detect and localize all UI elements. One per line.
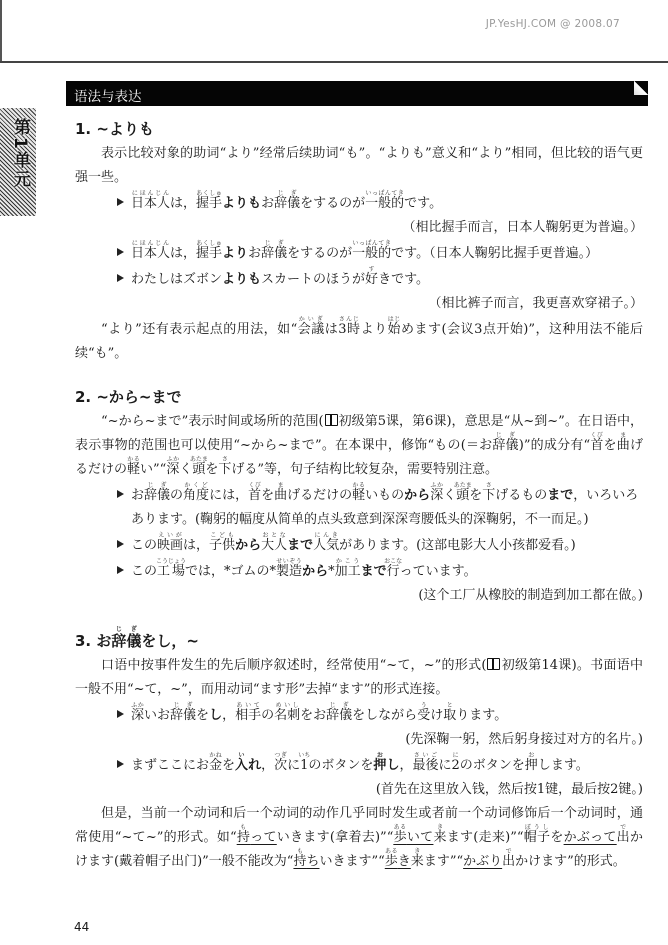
furigana-word: 辞儀じぎ <box>111 626 142 650</box>
text-run: では，*ゴムの* <box>185 564 277 579</box>
emphasis-text: まで <box>360 564 387 579</box>
furigana-word: 人気にんき <box>313 532 340 553</box>
text-run: スカートのほうが <box>261 272 366 287</box>
furigana-word: 押お <box>373 752 387 773</box>
furigana-reading: かる <box>127 456 141 463</box>
text-run: には， <box>209 488 249 503</box>
text-run: ， <box>399 758 413 773</box>
furigana-word: 歩ある <box>384 848 398 869</box>
text-run: のボタンを <box>308 758 374 773</box>
banner-title: 语法与表达 <box>74 89 142 105</box>
furigana-word: 一般的いっぱんてき <box>365 190 405 211</box>
furigana-reading: はじ <box>387 316 401 323</box>
furigana-reading: ふか <box>430 482 444 489</box>
text-run: く <box>443 488 457 503</box>
example-sentence <box>117 266 643 292</box>
furigana-word: 首くび <box>590 432 604 453</box>
furigana-reading: と <box>443 702 457 709</box>
text-run: をするのが <box>287 246 353 261</box>
furigana-word: 深ふか <box>131 702 145 723</box>
text-run: を <box>550 830 564 845</box>
text-run: の <box>261 708 275 723</box>
furigana-word: 来き <box>433 824 447 845</box>
furigana-word: 金かね <box>209 752 223 773</box>
text-run: ります。 <box>456 708 508 723</box>
furigana-word: 握手あくしゅ <box>196 190 223 211</box>
text-run: って <box>250 830 277 845</box>
furigana-reading: くび <box>590 432 604 439</box>
furigana-word: 頭あたま <box>189 456 208 477</box>
text-run: 2. ~から~まで <box>75 388 182 406</box>
furigana-reading: いっぱんてき <box>365 190 405 197</box>
text-run: 表示比较对象的助词“より”经常后续助词“も”。“よりも”意义和“より”相同，但比较的语气更强一些。 <box>75 146 643 185</box>
emphasis-text: よりも <box>222 272 262 287</box>
explanation-paragraph <box>75 142 643 190</box>
example-sentence <box>117 190 643 216</box>
furigana-reading: にほんじん <box>131 240 170 247</box>
text-run: げるだけの <box>75 438 643 477</box>
furigana-reading: あたま <box>453 482 472 489</box>
furigana-reading: めいし <box>274 702 301 709</box>
watermark: JP.YesHJ.COM @ 2008.07 <box>485 18 620 30</box>
furigana-reading: に <box>451 752 460 759</box>
furigana-word: 子供こども <box>209 532 236 553</box>
text-run: 3. お <box>75 632 112 650</box>
furigana-reading: さ <box>482 482 496 489</box>
furigana-reading: じぎ <box>111 626 142 633</box>
furigana-word: 歩ある <box>393 824 407 845</box>
example-sentence <box>117 702 643 728</box>
text-run: いきます”“ <box>319 854 385 869</box>
furigana-word: 辞儀じぎ <box>261 240 288 261</box>
furigana-reading: えいが <box>157 532 184 539</box>
text-run: げる”等，句子结构比较复杂，需要特别注意。 <box>231 462 499 477</box>
section-banner <box>66 81 648 106</box>
furigana-word: 名刺めいし <box>274 702 301 723</box>
furigana-word: 首くび <box>248 482 262 503</box>
example-sentence <box>117 532 643 558</box>
furigana-reading: あたま <box>189 456 208 463</box>
text-run: ます(走来)”“ <box>446 830 524 845</box>
emphasis-text: し <box>209 708 223 723</box>
grammar-content <box>75 116 643 892</box>
text-run: “~から~まで”表示时间或场所的范围( <box>101 414 324 429</box>
furigana-reading: いち <box>298 752 311 759</box>
text-run: をするのが <box>300 196 366 211</box>
furigana-word: 加工かこう <box>334 558 361 579</box>
emphasis-text: から <box>404 488 431 503</box>
furigana-reading: かね <box>209 752 223 759</box>
text-run: げるだけの <box>287 488 353 503</box>
text-run: をお <box>300 708 327 723</box>
header-rule <box>0 61 668 63</box>
furigana-word: 始はじ <box>387 316 402 337</box>
furigana-word: 3時さんじ <box>338 316 361 337</box>
furigana-word: 日本人にほんじん <box>131 240 171 261</box>
text-run: っています。 <box>399 564 477 579</box>
emphasis-text: よりも <box>222 196 262 211</box>
furigana-reading: かる <box>352 482 366 489</box>
text-run: （相比裤子而言，我更喜欢穿裙子。） <box>428 296 643 311</box>
furigana-reading: ま <box>616 432 630 439</box>
furigana-reading: ぼうし <box>523 824 551 831</box>
emphasis-text: れ <box>248 758 262 773</box>
example-sentence <box>117 482 643 532</box>
furigana-reading: じぎ <box>492 432 519 439</box>
text-run: のボタンを <box>459 758 525 773</box>
unit-label: 第1单元 <box>10 118 30 189</box>
furigana-reading: う <box>417 702 431 709</box>
furigana-word: 持も <box>293 848 307 869</box>
furigana-word: 深ふか <box>430 482 444 503</box>
furigana-reading: じぎ <box>274 190 301 197</box>
text-run: です。（日本人鞠躬比握手更普遍。） <box>391 246 599 261</box>
furigana-reading: さ <box>218 456 232 463</box>
margin-rule <box>0 0 2 62</box>
text-run: ，いろいろあります。(鞠躬的幅度从简单的点头致意到深深弯腰低头的深鞠躬，不一而足。) <box>131 488 639 527</box>
explanation-paragraph <box>75 654 643 702</box>
text-run: を <box>196 708 210 723</box>
furigana-reading: にんき <box>313 532 340 539</box>
furigana-word: 出で <box>616 824 630 845</box>
emphasis-text: より <box>222 246 249 261</box>
example-translation <box>75 584 643 608</box>
text-run: (首先在这里放入钱，然后按1键，最后按2键。) <box>375 782 643 797</box>
text-run: き <box>397 854 411 869</box>
text-run: いお <box>144 708 171 723</box>
furigana-reading: あくしゅ <box>196 190 223 197</box>
text-run: わたしはズボン <box>131 272 223 287</box>
text-run: (这个工厂从橡胶的制造到加工都在做。) <box>418 588 643 603</box>
page-number: 44 <box>74 920 90 934</box>
text-run: かけます”的形式。 <box>515 854 626 869</box>
furigana-reading: おとな <box>261 532 288 539</box>
furigana-word: 下さ <box>482 482 496 503</box>
book-icon <box>325 414 338 426</box>
grammar-section-1 <box>75 116 643 366</box>
furigana-reading: じぎ <box>144 482 171 489</box>
furigana-word: 日本人にほんじん <box>131 190 171 211</box>
text-run: は， <box>183 538 210 553</box>
text-run: ， <box>222 708 236 723</box>
furigana-reading: こども <box>209 532 236 539</box>
furigana-reading: で <box>502 848 516 855</box>
text-run: は， <box>170 246 197 261</box>
furigana-word: 曲ま <box>616 432 630 453</box>
furigana-word: 軽かる <box>127 456 141 477</box>
example-translation <box>75 728 643 752</box>
furigana-reading: ふか <box>166 456 180 463</box>
furigana-word: 握手あくしゅ <box>196 240 223 261</box>
furigana-word: 次つぎ <box>274 752 288 773</box>
text-run: 初级第5课，第6课)，意思是“从~到~”。在日语中，表示事物的范围也可以使用“~から~まで”。在本课中，修饰“もの(＝お <box>75 414 643 453</box>
furigana-reading: せいぞう <box>276 558 303 565</box>
text-run: ち <box>306 854 320 869</box>
furigana-reading: いっぱんてき <box>352 240 392 247</box>
furigana-reading: す <box>365 266 379 273</box>
text-run: け <box>430 708 444 723</box>
furigana-reading: お <box>524 752 538 759</box>
book-icon <box>487 658 500 670</box>
furigana-word: 軽かる <box>352 482 366 503</box>
text-run: お <box>248 246 262 261</box>
text-run: をし，~ <box>141 632 199 650</box>
furigana-reading: ま <box>274 482 288 489</box>
text-run: です。 <box>404 196 443 211</box>
text-run: めます(会议3点开始)”，这种用法不能后续“も”。 <box>75 322 643 361</box>
grammar-section-3 <box>75 626 643 874</box>
text-run: を <box>603 438 617 453</box>
text-run: より <box>360 322 388 337</box>
text-run: かぶって <box>563 830 617 845</box>
furigana-word: 好す <box>365 266 379 287</box>
text-run: 口语中按事件发生的先后顺序叙述时，经常使用“~て，~”的形式( <box>101 658 487 673</box>
text-run: お <box>131 488 145 503</box>
furigana-word: 入い <box>235 752 249 773</box>
furigana-reading: も <box>293 848 307 855</box>
furigana-word: 曲ま <box>274 482 288 503</box>
example-translation <box>75 778 643 802</box>
furigana-word: 押お <box>524 752 538 773</box>
furigana-reading: かいぎ <box>297 316 325 323</box>
furigana-word: 映画えいが <box>157 532 184 553</box>
emphasis-text: から <box>302 564 329 579</box>
example-translation <box>75 292 643 316</box>
text-run: を <box>261 488 275 503</box>
text-run: いきます(拿着去)”“ <box>276 830 394 845</box>
furigana-reading: さいご <box>412 752 439 759</box>
furigana-reading: さんじ <box>338 316 360 323</box>
text-run: ます”“ <box>423 854 464 869</box>
furigana-reading: おこな <box>384 558 403 565</box>
text-run: )”的成分有“ <box>518 438 591 453</box>
furigana-reading: くび <box>248 482 262 489</box>
text-run: 但是，当前一个动词和后一个动词的动作几乎同时发生或者前一个动词修饰后一个动词时，通常使用“~て~”的形式。如“ <box>75 806 643 845</box>
furigana-word: 角度かくど <box>183 482 210 503</box>
furigana-word: 辞儀じぎ <box>274 190 301 211</box>
text-run: この <box>131 564 158 579</box>
example-sentence <box>117 752 643 778</box>
furigana-reading: ある <box>393 824 407 831</box>
furigana-word: 辞儀じぎ <box>170 702 197 723</box>
text-run: は <box>324 322 339 337</box>
furigana-reading: あいて <box>235 702 262 709</box>
text-run: 初级第14课)。书面语中一般不用“~て，~”，而用动词“ます形”去掉“ます”的形式连接。 <box>75 658 643 697</box>
furigana-reading: い <box>235 752 249 759</box>
furigana-word: 辞儀じぎ <box>144 482 171 503</box>
furigana-reading: き <box>410 848 424 855</box>
text-run: かけます(戴着帽子出门)”一般不能改为“ <box>75 830 643 869</box>
furigana-word: 会議かいぎ <box>297 316 325 337</box>
text-run: に <box>287 758 301 773</box>
emphasis-text: まで <box>287 538 314 553</box>
text-run: * <box>328 564 335 579</box>
text-run: の <box>170 488 184 503</box>
furigana-reading: かくど <box>183 482 210 489</box>
furigana-word: 一般的いっぱんてき <box>352 240 392 261</box>
text-run: “より”还有表示起点的用法，如“ <box>101 322 298 337</box>
furigana-reading: じぎ <box>261 240 288 247</box>
text-run: (先深鞠一躬，然后躬身接过对方的名片。) <box>405 732 643 747</box>
text-run: を <box>205 462 219 477</box>
text-run: まずここにお <box>131 758 210 773</box>
furigana-reading: き <box>433 824 447 831</box>
furigana-word: 大人おとな <box>261 532 288 553</box>
furigana-word: 相手あいて <box>235 702 262 723</box>
furigana-word: 最後さいご <box>412 752 439 773</box>
furigana-reading: かこう <box>334 558 361 565</box>
text-run: げるもの <box>495 488 548 503</box>
section-heading <box>75 384 643 410</box>
text-run: いて <box>406 830 434 845</box>
furigana-reading: じぎ <box>326 702 353 709</box>
furigana-reading: ふか <box>131 702 145 709</box>
text-run: をしながら <box>352 708 418 723</box>
text-run: く <box>179 462 193 477</box>
emphasis-text: し <box>386 758 400 773</box>
grammar-section-2 <box>75 384 643 608</box>
furigana-word: 製造せいぞう <box>276 558 303 579</box>
section-heading <box>75 116 643 142</box>
text-run: を <box>469 488 483 503</box>
example-translation <box>75 216 643 240</box>
furigana-reading: こうじょう <box>156 558 187 565</box>
furigana-word: 辞儀じぎ <box>492 432 519 453</box>
example-sentence <box>117 558 643 584</box>
text-run: は， <box>170 196 197 211</box>
explanation-paragraph <box>75 316 643 366</box>
folded-corner-icon <box>634 81 648 95</box>
text-run: お <box>261 196 275 211</box>
example-sentence <box>117 240 643 266</box>
furigana-reading: お <box>373 752 387 759</box>
text-run: します。 <box>537 758 589 773</box>
furigana-word: 取と <box>443 702 457 723</box>
furigana-word: 帽子ぼうし <box>523 824 551 845</box>
emphasis-text: から <box>235 538 262 553</box>
emphasis-text: まで <box>547 488 574 503</box>
furigana-word: 辞儀じぎ <box>326 702 353 723</box>
furigana-reading: で <box>616 824 630 831</box>
section-heading <box>75 626 643 654</box>
furigana-word: 行おこな <box>384 558 403 579</box>
text-run: きです。 <box>378 272 430 287</box>
text-run: かぶり <box>463 854 503 869</box>
explanation-paragraph <box>75 410 643 482</box>
text-run: を <box>222 758 236 773</box>
furigana-word: 2に <box>451 752 460 773</box>
furigana-reading: ある <box>384 848 398 855</box>
text-run: この <box>131 538 158 553</box>
text-run: があります。(这部电影大人小孩都爱看。) <box>339 538 576 553</box>
furigana-reading: あくしゅ <box>196 240 223 247</box>
text-run: 1. ~よりも <box>75 120 154 138</box>
text-run: いもの <box>365 488 405 503</box>
text-run: ， <box>261 758 275 773</box>
furigana-word: 頭あたま <box>453 482 472 503</box>
furigana-reading: つぎ <box>274 752 288 759</box>
furigana-word: 持も <box>236 824 251 845</box>
explanation-paragraph <box>75 802 643 874</box>
text-run: （相比握手而言，日本人鞠躬更为普遍。） <box>402 220 643 235</box>
text-run: い”“ <box>140 462 167 477</box>
furigana-word: 来き <box>410 848 424 869</box>
unit-side-tab <box>0 108 36 216</box>
furigana-word: 受う <box>417 702 431 723</box>
furigana-word: 深ふか <box>166 456 180 477</box>
furigana-word: 工場こうじょう <box>156 558 187 579</box>
furigana-word: 出で <box>502 848 516 869</box>
text-run: に <box>438 758 452 773</box>
furigana-reading: じぎ <box>170 702 197 709</box>
furigana-reading: も <box>236 824 250 831</box>
furigana-word: 1いち <box>298 752 311 773</box>
furigana-word: 下さ <box>218 456 232 477</box>
furigana-reading: にほんじん <box>131 190 170 197</box>
